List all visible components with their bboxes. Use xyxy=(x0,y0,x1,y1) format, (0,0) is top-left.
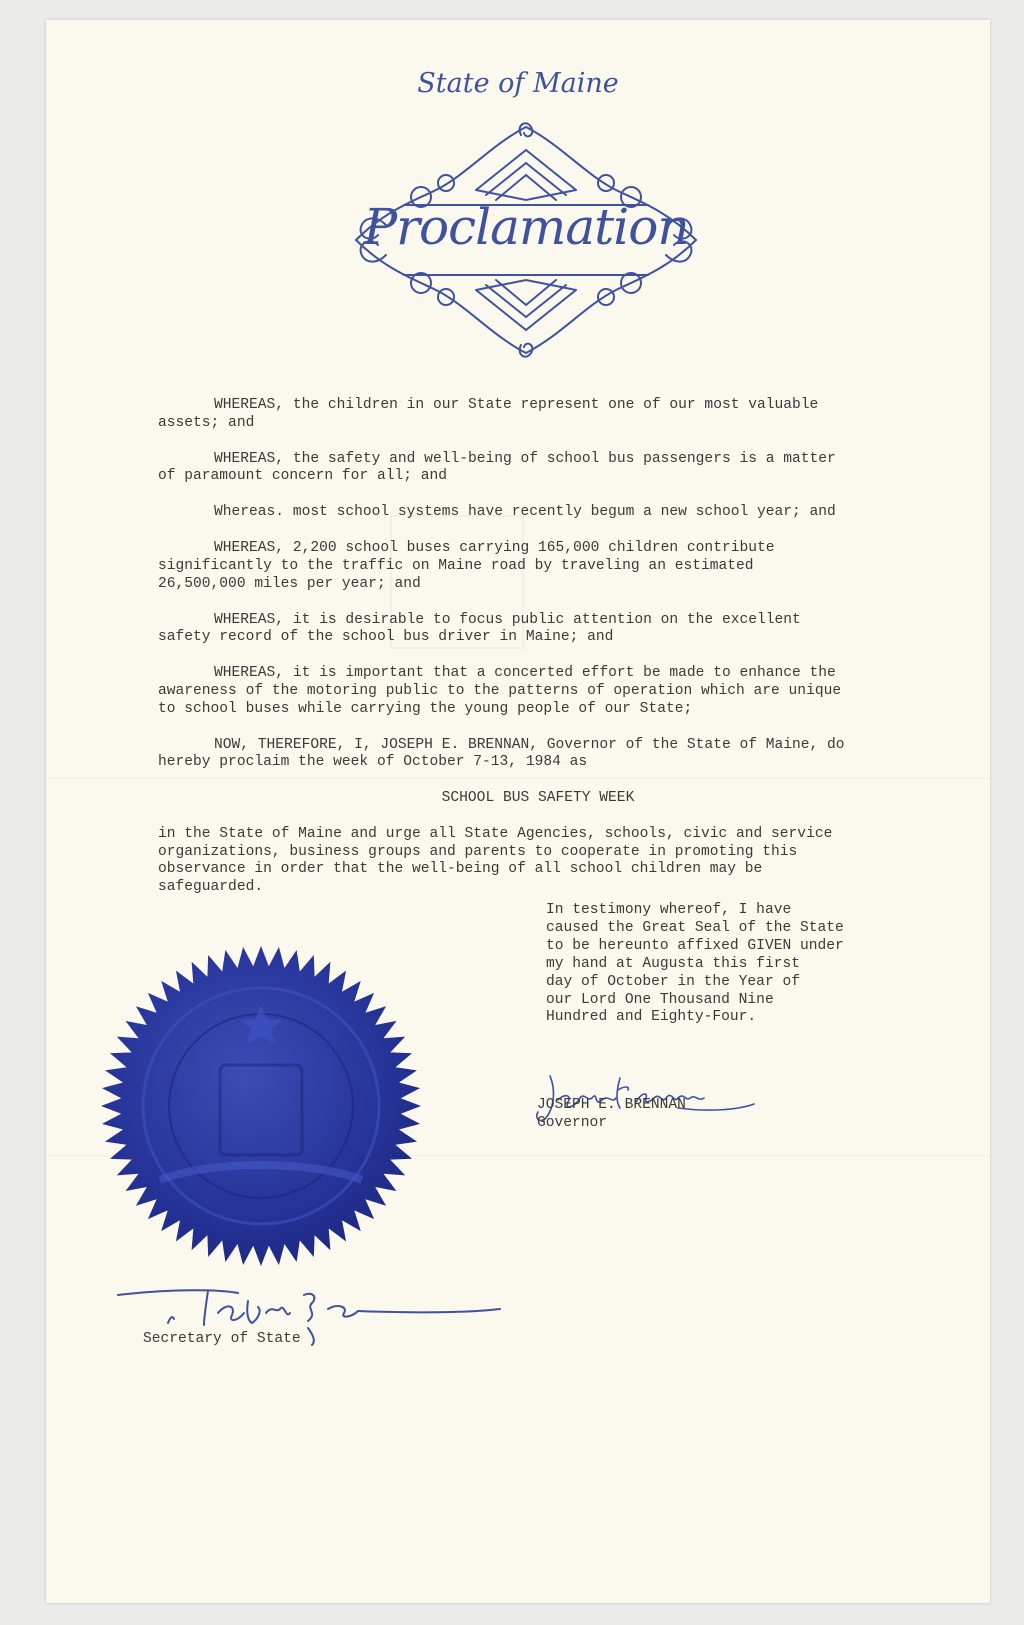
state-heading: State of Maine xyxy=(417,68,619,99)
whereas-paragraph: WHEREAS, the safety and well-being of school bus passengers is a matter of paramount concern for all; and xyxy=(158,450,836,485)
closing-paragraph: in the State of Maine and urge all State Agencies, schools, civic and service organizations, business groups and parents to cooperate in promoting this observance in order that the well-being of all school children may be safeguarded. xyxy=(158,826,833,895)
proclamation-title: Proclamation xyxy=(363,198,689,256)
governor-title: Governor xyxy=(537,1115,608,1131)
whereas-paragraph: WHEREAS, it is desirable to focus public attention on the excellent safety record of the school bus driver in Maine; and xyxy=(158,611,801,646)
testimony-text: In testimony whereof, I have caused the Great Seal of the State to be hereunto affixed GIVEN under my hand at Augusta this first day of October in the Year of our Lord One Thousand Nine Hundred and Eighty-Four. xyxy=(546,902,844,1026)
whereas-paragraph: WHEREAS, it is important that a concerted effort be made to enhance the awareness of the motoring public to the patterns of operation which are unique to school buses while carrying the young people of our State; xyxy=(158,665,842,717)
therefore-paragraph: NOW, THEREFORE, I, JOSEPH E. BRENNAN, Governor of the State of Maine, do hereby proclaim the week of October 7-13, 1984 as xyxy=(158,736,845,771)
proclaimed-week-title: SCHOOL BUS SAFETY WEEK xyxy=(441,790,635,807)
whereas-paragraph: WHEREAS, 2,200 school buses carrying 165,000 children contribute significantly to the traffic on Maine road by traveling an estimated 26,500,000 miles per year; and xyxy=(158,540,775,592)
whereas-paragraph: WHEREAS, the children in our State represent one of our most valuable assets; and xyxy=(158,397,819,431)
secretary-title: Secretary of State xyxy=(143,1331,301,1347)
proclamation-document xyxy=(46,20,990,1603)
whereas-paragraph: Whereas. most school systems have recently begum a new school year; and xyxy=(214,504,836,521)
governor-name: JOSEPH E. BRENNAN xyxy=(537,1097,686,1113)
great-seal xyxy=(100,945,422,1267)
proclamation-body xyxy=(158,397,918,915)
